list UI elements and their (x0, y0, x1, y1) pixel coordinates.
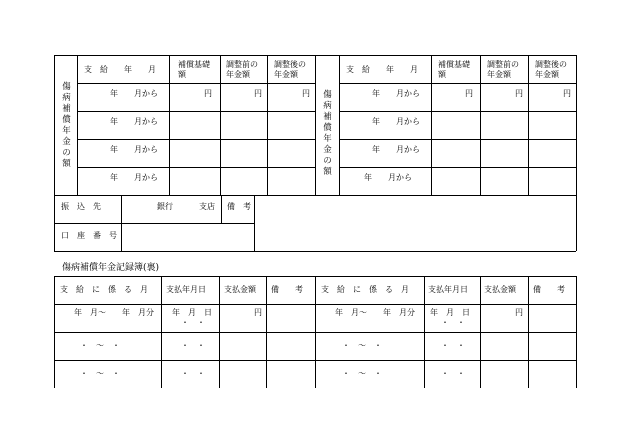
rec-row1-dots-left: ・ ・ (181, 318, 205, 327)
rec-header-amount-right: 支払金額 (484, 285, 516, 294)
header-base-right-2: 額 (438, 70, 446, 79)
bank-label: 銀行 (157, 202, 173, 211)
vertical-label-left: 傷病補償年金の額 (62, 82, 71, 169)
rec-row1-yen-right: 円 (515, 308, 523, 317)
record-title: 傷病補償年金記録簿(裏) (62, 263, 160, 273)
rec-header-date-right: 支払年月日 (428, 285, 468, 294)
header-base-left-2: 額 (178, 70, 186, 79)
account-number-label: 口 座 番 号 (61, 231, 117, 240)
branch-label: 支店 (199, 202, 215, 211)
yen-base-right: 円 (465, 89, 473, 98)
yen-base-left: 円 (204, 89, 212, 98)
rec-header-remarks-left: 備 考 (271, 285, 303, 294)
rec-row2-month-right: ・ ～ ・ (342, 341, 382, 350)
rec-row3-dots-right: ・ ・ (441, 369, 465, 378)
rec-row1-month-right: 年 月～ 年 月分 (335, 308, 415, 317)
rec-header-amount-left: 支払金額 (224, 285, 256, 294)
header-period-left: 支 給 年 月 (84, 65, 156, 74)
transfer-label: 振 込 先 (61, 202, 101, 211)
remarks-label: 備 考 (227, 202, 251, 211)
header-after-left-2: 年金額 (274, 70, 298, 79)
row-from-left-3: 年 月から (110, 145, 158, 154)
header-base-left-1: 補償基礎 (178, 60, 210, 69)
yen-after-right: 円 (563, 89, 571, 98)
rec-header-remarks-right: 備 考 (533, 285, 565, 294)
header-base-right-1: 補償基礎 (438, 60, 470, 69)
vertical-label-right: 傷病補償年金の額 (323, 90, 332, 177)
yen-before-right: 円 (515, 89, 523, 98)
rec-row1-date-left: 年 月 日 (172, 308, 212, 317)
rec-row1-month-left: 年 月～ 年 月分 (74, 308, 154, 317)
header-after-right-2: 年金額 (535, 70, 559, 79)
rec-header-month-right: 支 給 に 係 る 月 (321, 285, 409, 294)
rec-row2-dots-right: ・ ・ (441, 341, 465, 350)
yen-after-left: 円 (302, 89, 310, 98)
rec-row3-dots-left: ・ ・ (181, 369, 205, 378)
header-after-right-1: 調整後の (535, 60, 567, 69)
rec-row1-dots-right: ・ ・ (441, 318, 465, 327)
row-from-right-2: 年 月から (372, 117, 420, 126)
rec-header-date-left: 支払年月日 (166, 285, 206, 294)
rec-row1-date-right: 年 月 日 (430, 308, 470, 317)
row-from-right-4: 年 月から (364, 173, 412, 182)
header-period-right: 支 給 年 月 (346, 65, 418, 74)
header-before-left-1: 調整前の (226, 60, 258, 69)
header-before-right-1: 調整前の (487, 60, 519, 69)
row-from-left-2: 年 月から (110, 117, 158, 126)
rec-row2-dots-left: ・ ・ (181, 341, 205, 350)
header-before-right-2: 年金額 (487, 70, 511, 79)
row-from-left-4: 年 月から (110, 173, 158, 182)
header-after-left-1: 調整後の (274, 60, 306, 69)
row-from-right-3: 年 月から (372, 145, 420, 154)
header-before-left-2: 年金額 (226, 70, 250, 79)
rec-header-month-left: 支 給 に 係 る 月 (60, 285, 148, 294)
rec-row2-month-left: ・ ～ ・ (80, 341, 120, 350)
rec-row3-month-left: ・ ～ ・ (80, 369, 120, 378)
rec-row3-month-right: ・ ～ ・ (342, 369, 382, 378)
row-from-right-1: 年 月から (372, 89, 420, 98)
rec-row1-yen-left: 円 (254, 308, 262, 317)
row-from-left-1: 年 月から (110, 89, 158, 98)
yen-before-left: 円 (254, 89, 262, 98)
